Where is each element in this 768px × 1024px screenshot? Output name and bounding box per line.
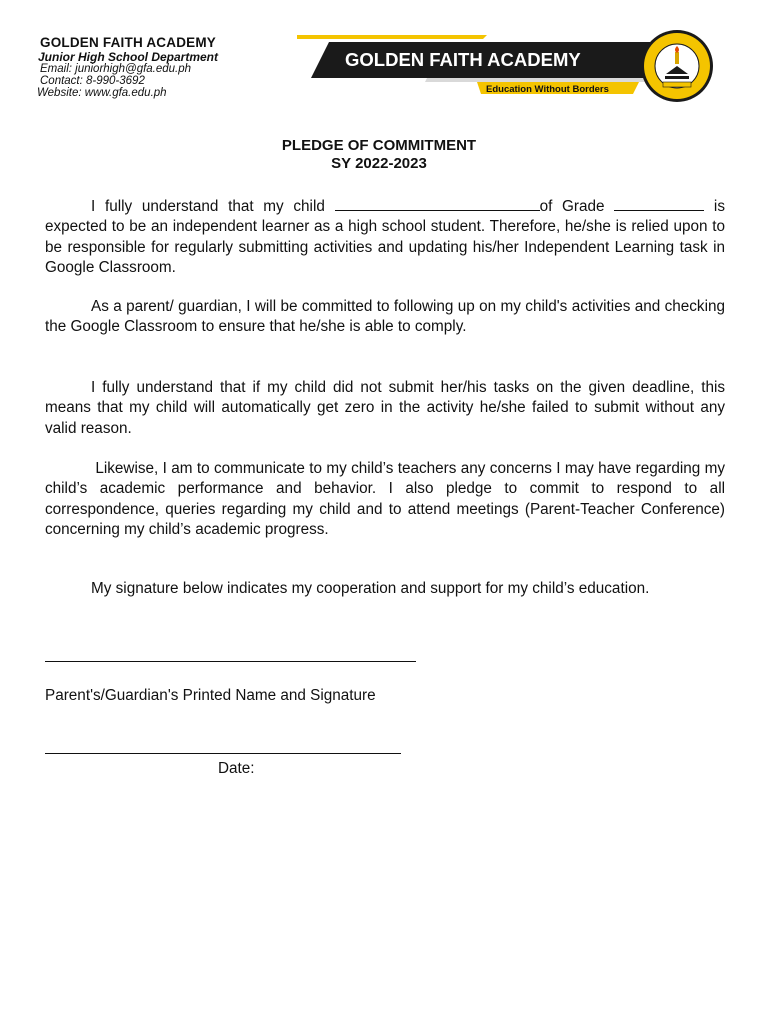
p1-text-b: of Grade <box>539 198 615 215</box>
document-title: PLEDGE OF COMMITMENT <box>281 137 477 154</box>
school-year: SY 2022-2023 <box>331 155 427 172</box>
child-name-blank[interactable] <box>335 196 540 211</box>
school-name: GOLDEN FAITH ACADEMY <box>40 35 216 50</box>
banner-tagline: Education Without Borders <box>486 84 609 95</box>
paragraph-3 <box>45 378 725 439</box>
website-text: Website: www.gfa.edu.ph <box>37 87 167 99</box>
p1-text-c: is expected to be an independent learner as a high school student. Therefore, he/she is relied upon to be responsible for regularly submitting activities and updating his/her Independent Learning task in Google Classroom. <box>45 198 725 276</box>
paragraph-1 <box>45 196 725 278</box>
banner-title: GOLDEN FAITH ACADEMY <box>345 49 581 70</box>
signature-line-lead <box>45 661 113 662</box>
signature-line[interactable] <box>113 661 416 662</box>
paragraph-4 <box>45 459 725 540</box>
department-name: Junior High School Department <box>38 50 219 64</box>
p1-text-a: I fully understand that my child <box>91 198 335 215</box>
contact-number: Contact: 8-990-3692 <box>40 75 145 87</box>
paragraph-2 <box>45 297 725 338</box>
school-banner <box>297 30 757 105</box>
p4-text: Likewise, I am to communicate to my child’s teachers any concerns I may have regarding my child’s academic performance and behavior. I also pledge to commit to respond to all correspondence, queries regarding my child and to attend meetings (Parent-Teacher Conference) concerning my child’s academic progress. <box>45 460 725 538</box>
p5-text: My signature below indicates my cooperation and support for my child’s education. <box>91 580 650 597</box>
grade-blank[interactable] <box>614 196 704 211</box>
signature-label: Parent's/Guardian's Printed Name and Signature <box>45 687 376 704</box>
email-text: Email: juniorhigh@gfa.edu.ph <box>40 63 192 75</box>
paragraph-5 <box>45 579 725 599</box>
p2-text: As a parent/ guardian, I will be committed to following up on my child's activities and checking the Google Classroom to ensure that he/she is able to comply. <box>45 298 725 336</box>
p3-text: I fully understand that if my child did not submit her/his tasks on the given deadline, this means that my child will automatically get zero in the activity he/she failed to submit without any valid reason. <box>45 379 725 437</box>
date-label: Date: <box>218 760 255 777</box>
date-line[interactable] <box>45 753 401 754</box>
academy-seal-logo <box>641 30 713 102</box>
